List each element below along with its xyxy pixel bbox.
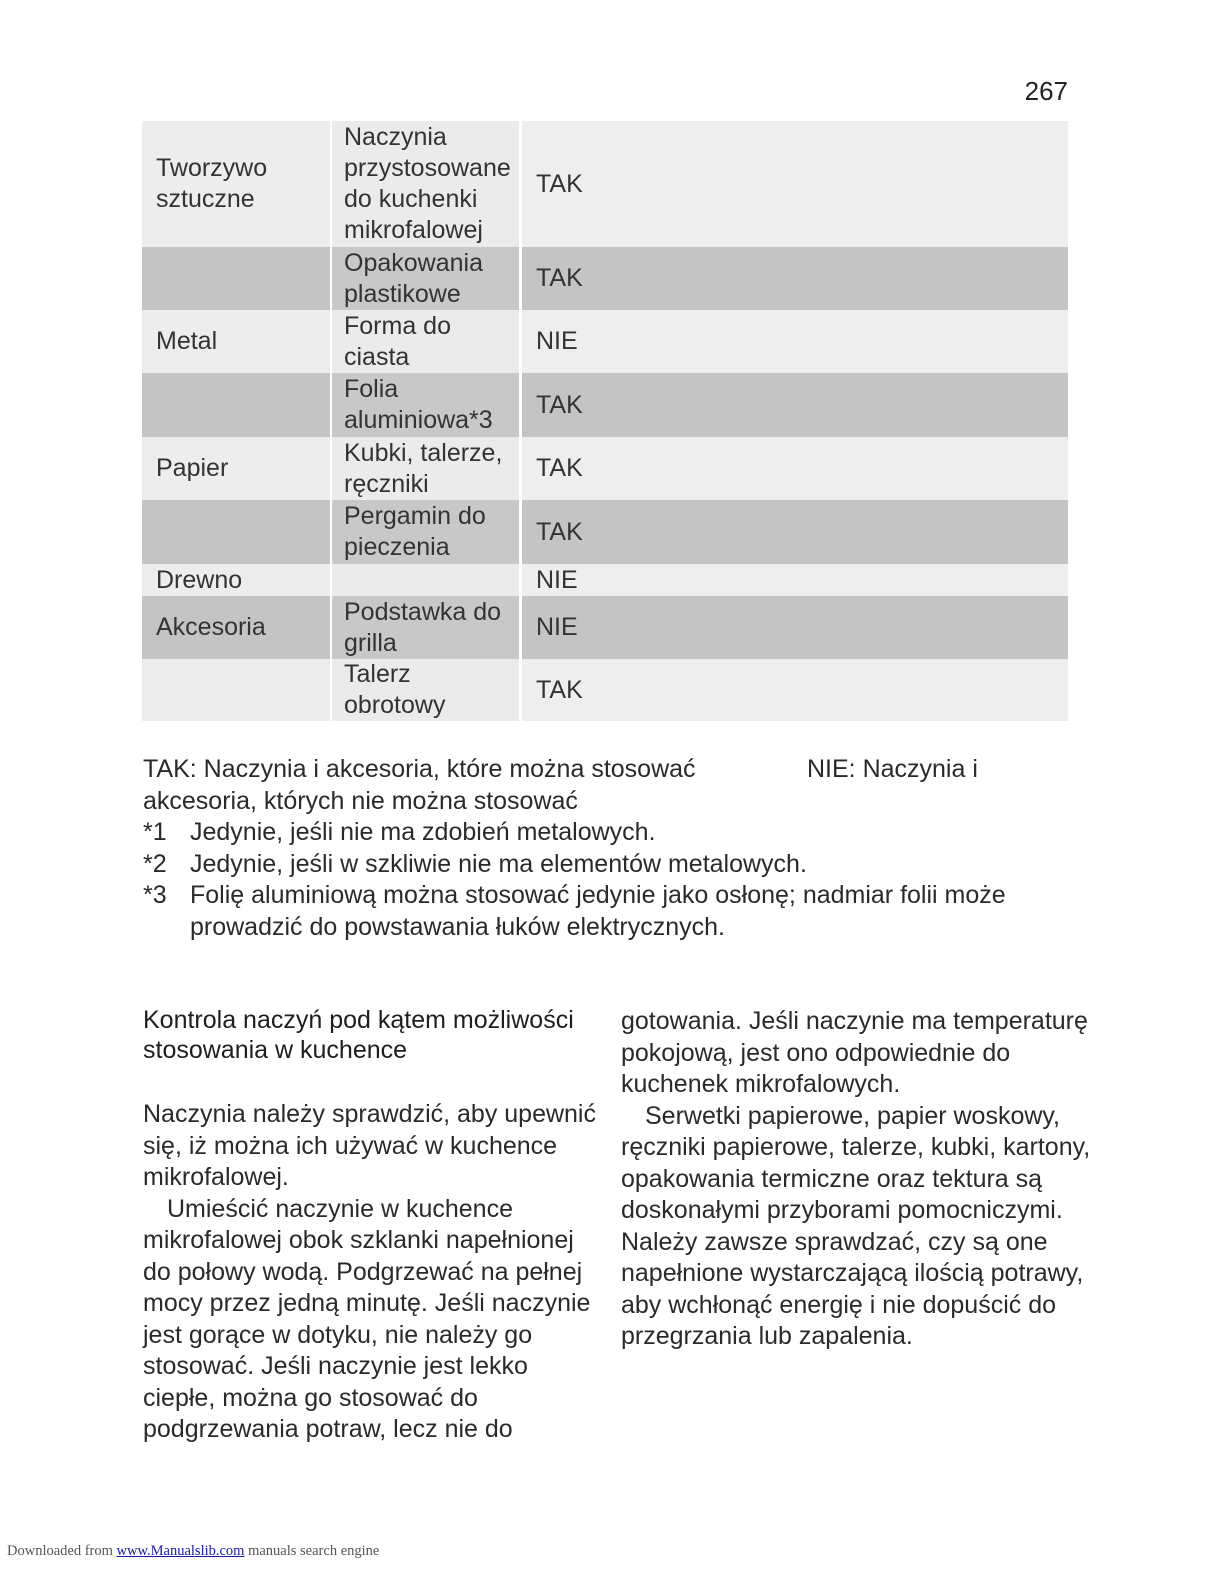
footnote-mark: *3 <box>143 881 167 909</box>
section-heading: Kontrola naczyń pod kątem możliwości stosowania w kuchence <box>143 1006 574 1064</box>
footer-prefix: Downloaded from <box>7 1543 117 1559</box>
legend-nie-start: NIE: Naczynia i <box>807 755 978 783</box>
item-cell: Folia aluminiowa*3 <box>332 373 522 437</box>
value-cell: NIE <box>522 310 1068 373</box>
table-row <box>142 373 1068 437</box>
page-number: 267 <box>1024 76 1068 106</box>
footnote-text: Folię aluminiową można stosować jedynie jako osłonę; nadmiar folii może prowadzić do powstawania łuków elektrycznych. <box>190 881 1006 941</box>
footer-link[interactable]: www.Manualslib.com <box>116 1543 245 1559</box>
material-cell <box>142 500 332 564</box>
material-cell <box>142 247 332 310</box>
value-cell: TAK <box>522 500 1068 564</box>
item-cell: Opakowania plastikowe <box>332 247 522 310</box>
right-column <box>621 1006 1091 1353</box>
footnote-text: Jedynie, jeśli w szkliwie nie ma elementów metalowych. <box>190 849 807 878</box>
legend-tak: TAK: Naczynia i akcesoria, które można stosować <box>143 755 696 783</box>
item-cell: Pergamin do pieczenia <box>332 500 522 564</box>
table-row <box>142 121 1068 247</box>
material-cell: Akcesoria <box>142 596 332 659</box>
footnote-mark: *2 <box>143 849 167 878</box>
value-cell: NIE <box>522 596 1068 659</box>
item-cell: Talerz obrotowy <box>332 659 522 721</box>
cookware-compatibility-table <box>142 121 1068 721</box>
value-cell: TAK <box>522 437 1068 500</box>
table-row <box>142 564 1068 596</box>
item-cell <box>332 564 522 596</box>
table-row <box>142 437 1068 500</box>
value-cell: TAK <box>522 247 1068 310</box>
material-cell: Papier <box>142 437 332 500</box>
material-cell: Drewno <box>142 564 332 596</box>
material-cell <box>142 659 332 721</box>
item-cell: Forma do ciasta <box>332 310 522 373</box>
legend-line <box>143 754 1033 786</box>
download-footer <box>7 1543 379 1560</box>
legend <box>143 754 1033 943</box>
table-body <box>142 121 1068 721</box>
value-cell: TAK <box>522 373 1068 437</box>
material-cell: Tworzywo sztuczne <box>142 121 332 247</box>
table-row <box>142 659 1068 721</box>
value-cell: NIE <box>522 564 1068 596</box>
value-cell: TAK <box>522 121 1068 247</box>
footnote-1 <box>143 817 1033 849</box>
paragraph: Serwetki papierowe, papier woskowy, ręczniki papierowe, talerze, kubki, kartony, opakowania termiczne oraz tektura są doskonałymi przyborami pomocniczymi. Należy zawsze sprawdzać, czy są one napełnione wystarczającą ilością potrawy, aby wchłonąć energię i nie dopuścić do przegrzania lub zapalenia. <box>621 1101 1091 1350</box>
item-cell: Podstawka do grilla <box>332 596 522 659</box>
left-column <box>143 1006 598 1446</box>
legend-nie-rest: akcesoria, których nie można stosować <box>143 786 578 815</box>
table-row <box>142 596 1068 659</box>
table-row <box>142 500 1068 564</box>
value-cell: TAK <box>522 659 1068 721</box>
material-cell <box>142 373 332 437</box>
footer-suffix: manuals search engine <box>244 1543 380 1559</box>
paragraph: Naczynia należy sprawdzić, aby upewnić się, iż można ich używać w kuchence mikrofalowej. <box>143 1100 596 1191</box>
footnote-text: Jedynie, jeśli nie ma zdobień metalowych. <box>190 818 656 846</box>
item-cell: Naczynia przystosowane do kuchenki mikrofalowej <box>332 121 522 247</box>
material-cell: Metal <box>142 310 332 373</box>
paragraph: gotowania. Jeśli naczynie ma temperaturę pokojową, jest ono odpowiednie do kuchenek mikrofalowych. <box>621 1007 1088 1098</box>
footnote-3 <box>143 880 1033 943</box>
footnote-mark: *1 <box>143 818 167 846</box>
table-row <box>142 310 1068 373</box>
footnote-2 <box>143 849 1033 881</box>
item-cell: Kubki, talerze, ręczniki <box>332 437 522 500</box>
paragraph: Umieścić naczynie w kuchence mikrofalowej obok szklanki napełnionej do połowy wodą. Podgrzewać na pełnej mocy przez jedną minutę. Jeśli naczynie jest gorące w dotyku, nie należy go stosować. Jeśli naczynie jest lekko ciepłe, można go stosować do podgrzewania potraw, lecz nie do <box>143 1194 591 1443</box>
table-row <box>142 247 1068 310</box>
